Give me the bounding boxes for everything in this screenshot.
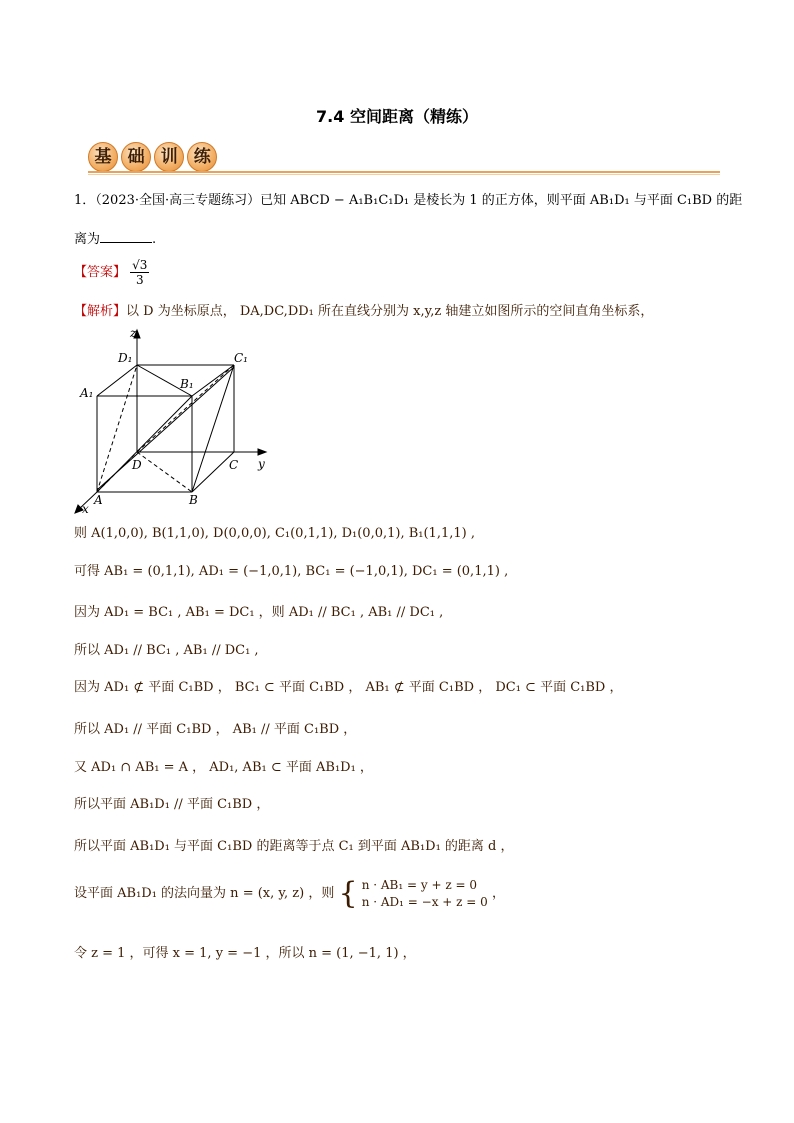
- label-B1: B₁: [180, 377, 194, 391]
- equation-system: [362, 877, 488, 911]
- label-D1: D₁: [118, 351, 133, 365]
- label-B: B: [189, 493, 198, 507]
- step-line: 所以 AD₁ // BC₁ , AB₁ // DC₁ ,: [74, 643, 259, 658]
- question-1-text: 1．（2023·全国·高三专题练习）已知 ABCD − A₁B₁C₁D₁ 是棱长为 1 的正方体，则平面 AB₁D₁ 与平面 C₁BD 的距: [74, 193, 743, 208]
- answer-fraction: [130, 258, 149, 287]
- label-D: D: [132, 458, 142, 472]
- y-arrow: [258, 449, 266, 455]
- analysis-label: 【解析】: [74, 304, 127, 319]
- answer-denominator: 3: [135, 273, 144, 287]
- diag-AD1: [97, 365, 137, 492]
- label-y: y: [258, 457, 265, 471]
- step-line: 所以 AD₁ // 平面 C₁BD ， AB₁ // 平面 C₁BD ，: [74, 722, 357, 737]
- normal-vector-line: [74, 877, 505, 921]
- cube-figure: [72, 324, 272, 514]
- answer-line: [74, 258, 149, 287]
- step-line: 因为 AD₁ ⊄ 平面 C₁BD ， BC₁ ⊂ 平面 C₁BD ， AB₁ ⊄ 平面 C₁BD ， DC₁ ⊂ 平面 C₁BD ，: [74, 680, 623, 695]
- equation-2: n · AD₁ = −x + z = 0: [361, 895, 488, 909]
- answer-blank: [100, 230, 152, 243]
- answer-label: 【答案】: [74, 265, 127, 280]
- banner-char: 基: [88, 142, 118, 172]
- label-x: x: [82, 502, 89, 514]
- divider: [88, 174, 720, 175]
- label-C1: C₁: [234, 351, 248, 365]
- question-1-period: .: [152, 232, 157, 247]
- question-1-text-cont: [74, 230, 156, 249]
- normal-suffix: ，: [491, 886, 505, 901]
- step-line: 则 A(1,0,0), B(1,1,0), D(0,0,0), C₁(0,1,1), D₁(0,0,1), B₁(1,1,1) ,: [74, 526, 475, 541]
- label-z: z: [130, 326, 137, 340]
- label-A: A: [94, 493, 103, 507]
- step-line: 所以平面 AB₁D₁ // 平面 C₁BD ，: [74, 797, 270, 812]
- analysis-line: [74, 303, 653, 321]
- banner-char: 础: [121, 142, 151, 172]
- answer-numerator: √3: [132, 258, 148, 272]
- step-line: 可得 AB₁ = (0,1,1), AD₁ = (−1,0,1), BC₁ = (−1,0,1), DC₁ = (0,1,1) ,: [74, 564, 509, 579]
- step-line-last: 令 z = 1 ，可得 x = 1, y = −1 ，所以 n = (1, −1, 1) ，: [74, 946, 416, 961]
- label-A1: A₁: [80, 386, 94, 400]
- analysis-text: 以 D 为坐标原点， DA,DC,DD₁ 所在直线分别为 x,y,z 轴建立如图所示的空间直角坐标系，: [126, 304, 654, 319]
- label-C: C: [229, 458, 239, 472]
- diag-DB: [137, 452, 192, 492]
- step-line: 又 AD₁ ∩ AB₁ = A ， AD₁, AB₁ ⊂ 平面 AB₁D₁ ，: [74, 760, 373, 775]
- normal-prefix: 设平面 AB₁D₁ 的法向量为 n = (x, y, z) ，则: [74, 886, 335, 901]
- system-brace: {: [338, 876, 358, 911]
- banner-char: 练: [187, 142, 217, 172]
- section-banner: [88, 142, 215, 172]
- edge-A1D1: [97, 365, 137, 396]
- step-line: 所以平面 AB₁D₁ 与平面 C₁BD 的距离等于点 C₁ 到平面 AB₁D₁ 的距离 d ，: [74, 839, 514, 854]
- banner-char: 训: [154, 142, 184, 172]
- step-line: 因为 AD₁ = BC₁ , AB₁ = DC₁ ，则 AD₁ // BC₁ , AB₁ // DC₁ ,: [74, 605, 444, 620]
- equation-1: n · AB₁ = y + z = 0: [361, 878, 477, 892]
- question-1-text-tail: 离为: [74, 232, 101, 247]
- edge-B1C1: [192, 365, 234, 396]
- divider: [88, 171, 720, 173]
- page-title: 7.4 空间距离（精练）: [316, 107, 478, 126]
